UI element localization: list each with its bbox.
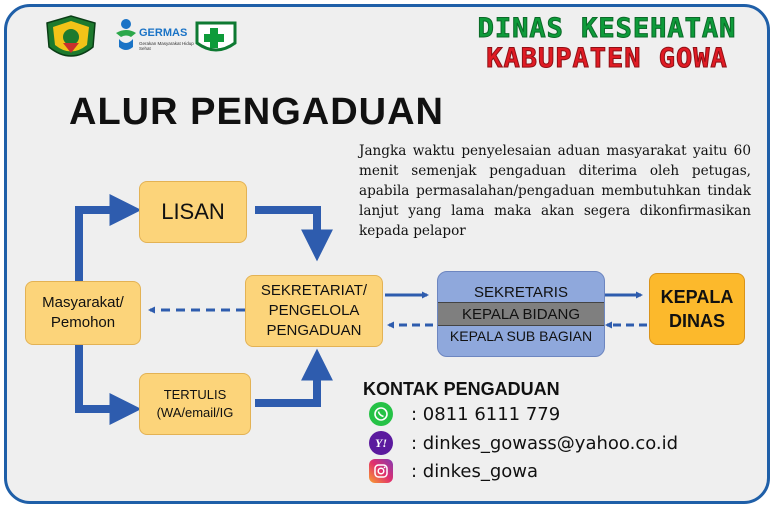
masyarakat-line1: Masyarakat/ [42,294,124,311]
sekretariat-line3: PENGADUAN [266,322,362,339]
lisan-box [139,181,247,243]
contact-heading: KONTAK PENGADUAN [363,379,560,399]
tertulis-box [139,373,251,435]
email-contact[interactable] [369,431,678,455]
kepala-dinas-box [649,273,745,345]
kepala-dinas-line1: KEPALA [660,287,734,307]
sekretariat-line1: SEKRETARIAT/ [260,282,368,299]
arrow-to-tertulis [79,344,127,409]
kepala-dinas-line2: DINAS [668,311,725,331]
arrow-to-lisan [79,210,127,281]
tertulis-line2: (WA/email/IG [156,405,234,420]
kepala-bidang-label: KEPALA BIDANG [438,302,604,326]
germas-label: GERMAS [139,27,188,39]
sekretaris-label: SEKRETARIS [474,284,568,301]
yahoo-icon: Y! [369,431,393,455]
masyarakat-line2: Pemohon [50,314,116,331]
arrow-lisan-to-sekretariat [255,210,317,247]
masyarakat-box [25,281,141,345]
lisan-label: LISAN [161,199,225,224]
tertulis-line1: TERTULIS [163,387,227,402]
arrow-tertulis-to-sekretariat [255,363,317,403]
agency-name-line1: DINAS KESEHATAN [477,13,737,44]
instagram-contact[interactable] [369,459,538,483]
secretariat-hierarchy-box [437,271,605,357]
complaint-time-description: Jangka waktu penyelesaian aduan masyarakat yaitu 60 menit semenjak pengaduan diterima oleh petugas, apabila permasalahan/pengaduan membutuhkan tindak lanjut yang lama maka akan segera dikonfirmasikan kepada pelapor [359,143,751,239]
poster-card [4,4,770,504]
whatsapp-icon [369,402,393,426]
email-address: : dinkes_gowass@yahoo.co.id [411,432,679,454]
whatsapp-contact[interactable] [369,402,560,426]
instagram-handle: : dinkes_gowa [411,460,539,482]
flow-arrows [7,7,770,504]
sekretariat-box [245,275,383,347]
page-title: ALUR PENGADUAN [69,91,444,133]
agency-name-line2: KABUPATEN GOWA [486,43,728,74]
kepala-sub-bagian-label: KEPALA SUB BAGIAN [449,328,593,344]
whatsapp-number: : 0811 6111 779 [411,403,561,425]
germas-sub: Gerakan Masyarakat Hidup Sehat [139,41,194,51]
instagram-icon [369,459,393,483]
sekretariat-line2: PENGELOLA [268,302,360,319]
